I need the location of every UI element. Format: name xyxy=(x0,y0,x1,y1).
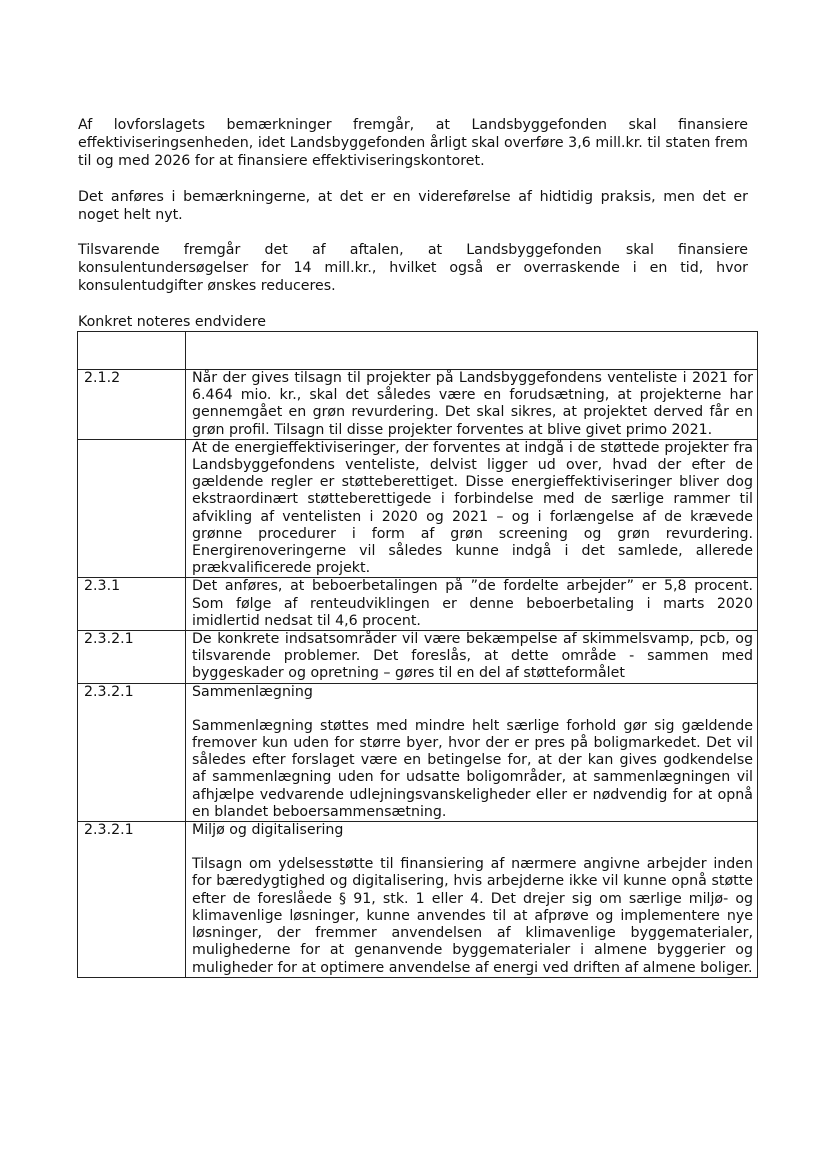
table-row xyxy=(78,822,758,978)
section-number: 2.3.2.1 xyxy=(78,822,186,978)
table-row xyxy=(78,683,758,821)
section-text: Tilsagn om ydelsesstøtte til finansiering af nærmere angivne arbejder inden for bæredygtighed og digitalisering, hvis arbejderne ikke vil kunne opnå støtte efter de foreslåede § 91, stk. 1 eller 4. Det drejer sig om særlige miljø- og klimavenlige løsninger, kunne anvendes til at afprøve og implementere nye løsninger, der fremmer anvendelsen af klimavenlige byggematerialer, mulighederne for at genanvende byggematerialer i almene byggerier og muligheder for at optimere anvendelse af energi ved driften af almene boliger. xyxy=(192,856,753,976)
table-caption: Konkret noteres endvidere xyxy=(78,314,266,330)
notes-table xyxy=(77,331,758,978)
section-text: At de energieffektiviseringer, der forventes at indgå i de støttede projekter fra Landsbyggefondens venteliste, delvist ligger ud over, hvad der efter de gældende regler er støtteberettiget. Disse energieffektiviseringer bliver dog ekstraordinært støtteberettigede i forbindelse med de særlige rammer til afvikling af ventelisten i 2020 og 2021 – og i forlængelse af de krævede grønne procedurer i form af grøn screening og grøn revurdering. Energirenoveringerne vil således kunne indgå i det samlede, allerede prækvalificerede projekt. xyxy=(192,439,753,577)
section-text: De konkrete indsatsområder vil være bekæmpelse af skimmelsvamp, pcb, og tilsvarende problemer. Det foreslås, at dette område - sammen med byggeskader og opretning – gøres til en del af støtteformålet xyxy=(192,631,753,682)
section-text: Når der gives tilsagn til projekter på Landsbyggefondens venteliste i 2021 for 6.464 mio. kr., skal det således være en forudsætning, at projekterne har gennemgået en grøn revurdering. Det skal sikres, at projektet derved får en grøn profil. Tilsagn til disse projekter forventes at blive givet primo 2021. xyxy=(192,370,753,438)
section-title: Miljø og digitalisering xyxy=(192,822,344,839)
header-cell-text xyxy=(186,332,758,370)
paragraph-continuation-note: Det anføres i bemærkningerne, at det er en videreførelse af hidtidig praksis, men det er noget helt nyt. xyxy=(78,189,748,223)
table-header-row xyxy=(78,332,758,370)
section-number xyxy=(78,439,186,578)
section-number: 2.1.2 xyxy=(78,370,186,440)
section-number: 2.3.1 xyxy=(78,578,186,631)
section-text-cell xyxy=(186,439,758,578)
paragraph-consultant-studies: Tilsvarende fremgår det af aftalen, at Landsbyggefonden skal finansiere konsulentundersøgelser for 14 mill.kr., hvilket også er overraskende i en tid, hvor konsulentudgifter ønskes reduceres. xyxy=(78,242,748,294)
table-row xyxy=(78,631,758,684)
header-cell-number xyxy=(78,332,186,370)
paragraph-financing-unit: Af lovforslagets bemærkninger fremgår, at Landsbyggefonden skal finansiere effektiviseringsenheden, idet Landsbyggefonden årligt skal overføre 3,6 mill.kr. til staten frem til og med 2026 for at finansiere effektiviseringskontoret. xyxy=(78,117,748,169)
section-text: Det anføres, at beboerbetalingen på ”de fordelte arbejder” er 5,8 procent. Som følge af renteudviklingen er denne beboerbetaling i marts 2020 imidlertid nedsat til 4,6 procent. xyxy=(192,578,753,629)
section-text-cell xyxy=(186,370,758,440)
section-text-cell xyxy=(186,683,758,821)
section-text-cell xyxy=(186,822,758,978)
section-text-cell xyxy=(186,578,758,631)
table-row xyxy=(78,578,758,631)
spacer xyxy=(192,701,753,718)
section-title: Sammenlægning xyxy=(192,683,313,700)
section-text-cell xyxy=(186,631,758,684)
section-number: 2.3.2.1 xyxy=(78,683,186,821)
table-row xyxy=(78,439,758,578)
section-number: 2.3.2.1 xyxy=(78,631,186,684)
table-row xyxy=(78,370,758,440)
spacer xyxy=(192,839,753,856)
section-text: Sammenlægning støttes med mindre helt særlige forhold gør sig gældende fremover kun uden for større byer, hvor der er pres på boligmarkedet. Det vil således efter forslaget være en betingelse for, at der kan gives godkendelse af sammenlægning uden for udsatte boligområder, at sammenlægningen vil afhjælpe vedvarende udlejningsvanskeligheder eller er nødvendig for at opnå en blandet beboersammensætning. xyxy=(192,717,753,820)
